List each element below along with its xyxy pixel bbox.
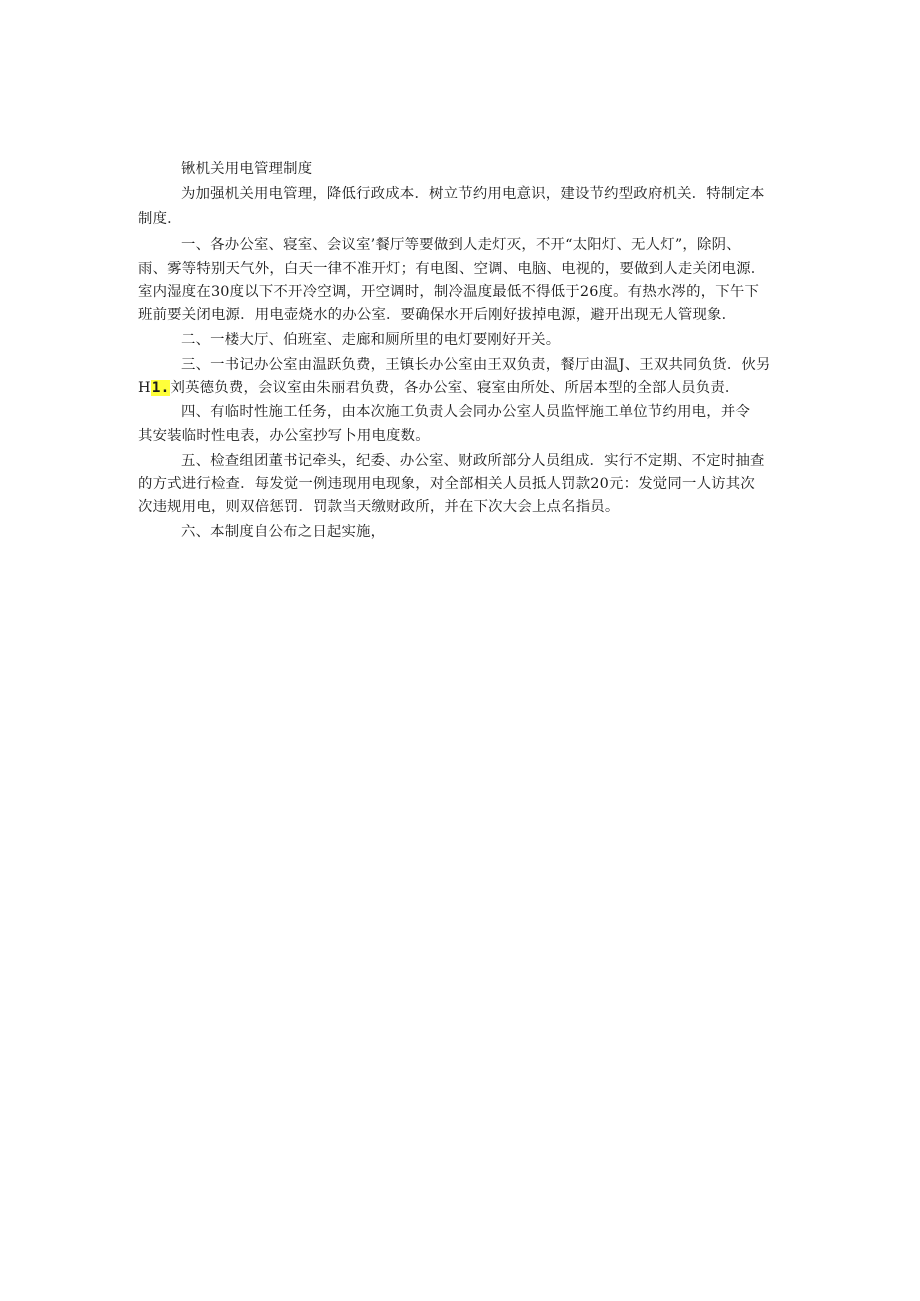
- paragraph-one-line-3: 室内湿度在30度以下不开冷空调，开空调时，制冷温度最低不得低于26度。有热水涔的，下午下: [138, 284, 760, 300]
- highlighted-text: 1.: [151, 380, 170, 396]
- paragraph-two: 二、一楼大厅、伯班室、走廊和厕所里的电灯要刚好开关。: [181, 332, 561, 348]
- paragraph-intro-line-2: 制度．: [138, 211, 182, 227]
- paragraph-three-line-2: [138, 378, 740, 398]
- line-prefix-text: H: [138, 380, 151, 396]
- paragraph-five-line-3: 次违规用电，则双倍惩罚．罚款当天缴财政所，并在下次大会上点名指员。: [138, 499, 620, 515]
- paragraph-four-line-2: 其安装临时性电表，办公室抄写卜用电度数。: [138, 428, 430, 444]
- paragraph-four-line-1: 四、有临时性施工任务，由本次施工负责人会同办公室人员监怦施工单位节约用电，并令: [181, 404, 751, 420]
- paragraph-three-line-1: 三、一书记办公室由温跃负费，王镇长办公室由王双负责，餐厅由温J、王双共同负货．伙另: [181, 357, 771, 373]
- document-title: 锹机关用电管理制度: [181, 161, 313, 177]
- paragraph-one-line-1: 一、各办公室、寝室、会议室’餐厅等要做到人走灯灭，不开“太阳灯、无人灯”，除阴、: [181, 237, 741, 253]
- paragraph-six: 六、本制度自公布之日起实施，: [181, 524, 386, 540]
- paragraph-one-line-4: 班前要关闭电源．用电壶烧水的办公室．要确保水开后刚好拔掉电源，避开出现无人管现象．: [138, 307, 737, 323]
- paragraph-three-line-2-text: 刘英德负费，会议室由朱丽君负费，各办公室、寝室由所处、所居本型的全部人员负责．: [170, 380, 740, 396]
- paragraph-five-line-1: 五、检查组团董书记牵头，纪委、办公室、财政所部分人员组成．实行不定期、不定时抽查: [181, 453, 765, 469]
- paragraph-one-line-2: 雨、雾等特别天气外，白天一律不准开灯；有电图、空调、电脑、电视的，要做到人走关闭电源．: [138, 261, 766, 277]
- paragraph-intro-line-1: 为加强机关用电管理，降低行政成本．树立节约用电意识，建设节约型政府机关．特制定本: [181, 186, 765, 202]
- paragraph-five-line-2: 的方式进行检查．每发觉一例违现用电现象，对全部相关人员抵人罚款20元：发觉同一人访其次: [138, 476, 755, 492]
